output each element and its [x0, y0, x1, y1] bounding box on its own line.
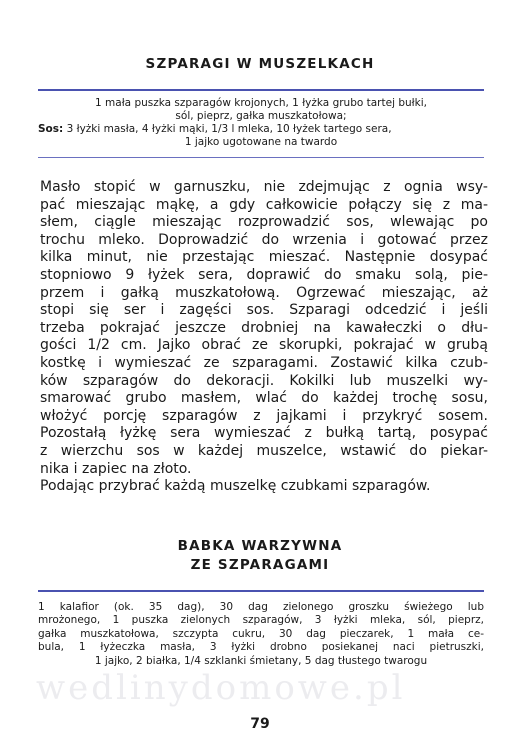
page-number: 79 [250, 716, 270, 732]
divider-top [38, 89, 484, 91]
instruction-line: gości 1/2 cm. Jajko obrać ze skorupki, pokrajać w grubą [40, 337, 488, 354]
ingredient-line: sól, pieprz, gałka muszkatołowa; [175, 110, 347, 122]
instruction-line: nika i zapiec na złoto. [40, 460, 192, 477]
recipe-title-szparagi: SZPARAGI W MUSZELKACH [145, 56, 375, 72]
ingredient-line: bula, 1 łyżeczka masła, 3 łyżki drobno posiekanej naci pietruszki, [38, 641, 484, 654]
sauce-label: Sos: [38, 123, 64, 135]
instruction-line: stopniowo 9 łyżek sera, doprawić do smaku solą, pie- [40, 266, 488, 283]
ingredients-block-2 [38, 601, 484, 668]
recipe-instructions [40, 179, 488, 496]
instruction-line: trzeba pokrajać jeszcze drobniej na kawałeczki o dłu- [40, 319, 488, 336]
ingredient-line: 1 kalafior (ok. 35 dag), 30 dag zielonego groszku świeżego lub [38, 601, 484, 613]
instruction-line: włożyć porcję szparagów z jajkami i przykryć sosem. [40, 407, 488, 424]
divider-top-2 [38, 590, 484, 592]
instruction-line: przem i gałką muszkatołową. Ogrzewać mieszając, aż [40, 284, 488, 301]
divider-bottom [38, 157, 484, 158]
instruction-line: stopi się ser i zagęści sos. Szparagi odcedzić i jeśli [40, 302, 488, 319]
ingredient-line: mrożonego, 1 puszka zielonych szparagów, 3 łyżki mleka, sól, pieprz, [38, 614, 484, 627]
instruction-line: kostkę i wymieszać ze szparagami. Zostawić kilka czub- [40, 354, 488, 371]
instruction-line: pać mieszając mąkę, a gdy całkowicie połączy się z ma- [40, 196, 488, 213]
instruction-line: Masło stopić w garnuszku, nie zdejmując z ognia wsy- [40, 179, 488, 195]
ingredient-line: 1 jajko, 2 białka, 1/4 szklanki śmietany, 5 dag tłustego twarogu [94, 654, 428, 667]
instruction-line: z wierzchu sos w każdej muszelce, wstawić do piekar- [40, 442, 488, 459]
instruction-line: słem, ciągle mieszając rozprowadzić sos, wlewając po [40, 214, 488, 231]
sauce-text: 3 łyżki masła, 4 łyżki mąki, 1/3 l mleka, 10 łyżek tartego sera, [63, 123, 392, 135]
recipe-title-babka: BABKA WARZYWNA [177, 538, 343, 554]
recipe-subtitle-babka: ZE SZPARAGAMI [190, 557, 330, 573]
ingredient-line: 1 mała puszka szparagów krojonych, 1 łyżka grubo tartej bułki, [95, 97, 427, 109]
instruction-line: Pozostałą łyżkę sera wymieszać z bułką tartą, posypać [40, 425, 488, 442]
instruction-line: ków szparagów do dekoracji. Kokilki lub muszelki wy- [40, 372, 488, 389]
ingredients-block-1 [38, 97, 484, 149]
instruction-line: kilka minut, nie przestając mieszać. Następnie dosypać [40, 249, 488, 266]
sauce-line: 1 jajko ugotowane na twardo [184, 136, 338, 148]
watermark: wedlinydomowe.pl [36, 668, 406, 708]
instruction-line: smarować grubo masłem, wlać do każdej trochę sosu, [40, 390, 488, 407]
instruction-line: trochu mleko. Doprowadzić do wrzenia i gotować przez [40, 231, 488, 248]
sauce-line [38, 123, 484, 136]
ingredient-line: gałka muszkatołowa, szczypta cukru, 30 dag pieczarek, 1 mała ce- [38, 627, 484, 640]
instruction-line: Podając przybrać każdą muszelkę czubkami szparagów. [40, 478, 431, 495]
